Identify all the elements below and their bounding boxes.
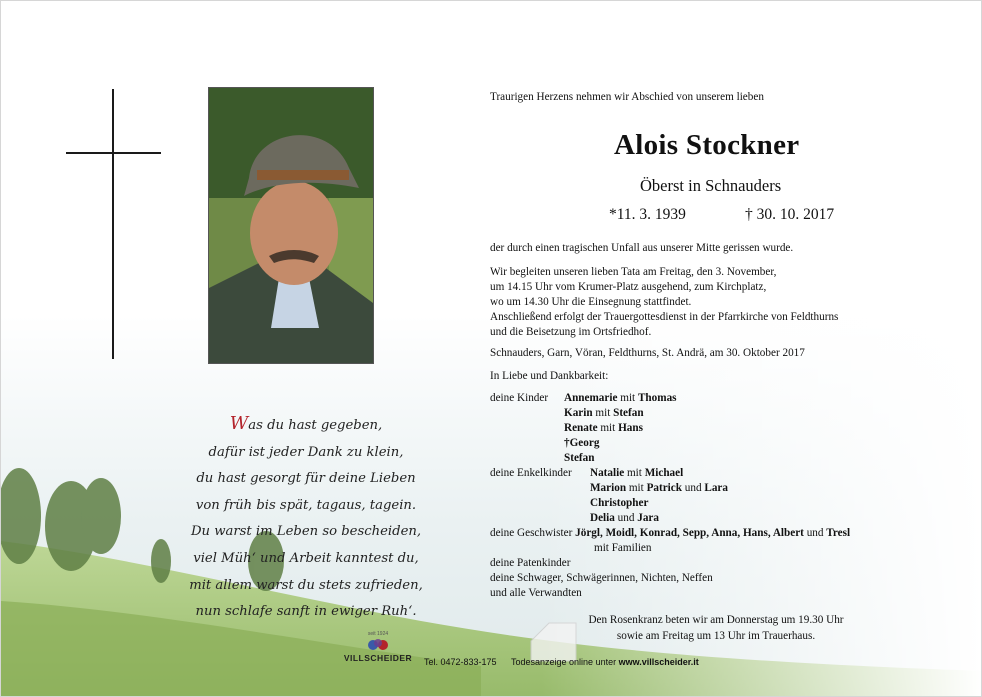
online-notice (511, 657, 699, 667)
mourner-name: Stefan (564, 452, 595, 464)
online-url[interactable]: www.villscheider.it (618, 657, 699, 667)
poem-line: viel Müh‘ und Arbeit kanntest du, (193, 550, 419, 566)
poem-first-line: as du hast gegeben, (248, 418, 383, 433)
birth-date: *11. 3. 1939 (609, 206, 686, 223)
memorial-poem (161, 411, 451, 626)
place-date: Schnauders, Garn, Vöran, Feldthurns, St. Andrä, am 30. Oktober 2017 (490, 347, 805, 359)
geschwister-label: deine Geschwister (490, 527, 573, 539)
funeral-line: Anschließend erfolgt der Trauergottesdienst in der Pfarrkirche von Feldthurns (490, 311, 839, 323)
deceased-name: Alois Stockner (614, 129, 800, 161)
connector: mit (624, 467, 645, 479)
mourner-name: Renate (564, 422, 598, 434)
connector: und (803, 527, 827, 539)
enkel-label: deine Enkelkinder (490, 467, 572, 479)
geschwister-row (490, 526, 850, 540)
logo-since: seit 1924 (367, 631, 389, 637)
kinder-row (564, 451, 594, 465)
portrait-photo (208, 87, 374, 364)
rosenkranz-notice (521, 612, 911, 644)
mourner-name: Stefan (613, 407, 644, 419)
accident-text: der durch einen tragischen Unfall aus unserer Mitte gerissen wurde. (490, 242, 794, 254)
mourner-name: Christopher (590, 497, 649, 509)
connector: und (681, 482, 705, 494)
patenkinder: deine Patenkinder (490, 557, 571, 569)
enkel-row (590, 481, 728, 495)
mourner-name: Thomas (637, 392, 677, 404)
poem-initial: W (229, 413, 249, 434)
enkel-row (590, 496, 648, 510)
poem-line: du hast gesorgt für deine Lieben (196, 471, 416, 487)
mourner-name: Karin (564, 407, 593, 419)
rosenkranz-line: sowie am Freitag um 13 Uhr im Trauerhaus. (616, 630, 816, 642)
mourner-name: Patrick (646, 482, 682, 494)
poem-line: nun schlafe sanft in ewiger Ruh‘. (195, 604, 417, 620)
death-date: † 30. 10. 2017 (745, 206, 835, 223)
kinder-row (564, 406, 644, 420)
kinder-row (564, 391, 677, 405)
deceased-subtitle: Öberst in Schnauders (640, 176, 782, 195)
kinder-label: deine Kinder (490, 392, 549, 404)
kinder-row (564, 436, 599, 450)
cross-horizontal (66, 152, 161, 154)
schwager: deine Schwager, Schwägerinnen, Nichten, Neffen (490, 572, 713, 584)
connector: mit (597, 422, 619, 434)
mourner-name: Jara (637, 512, 659, 524)
logo-emblem-icon (366, 637, 390, 653)
poem-line (161, 411, 451, 440)
verwandten: und alle Verwandten (490, 587, 582, 599)
mourner-name: Annemarie (564, 392, 618, 404)
mourner-name: Hans (618, 422, 643, 434)
funeral-line: und die Beisetzung im Ortsfriedhof. (490, 326, 652, 338)
poem-line: mit allem warst du stets zufrieden, (189, 577, 423, 593)
mourner-name: †Georg (564, 437, 600, 449)
mourner-names: Jörgl, Moidl, Konrad, Sepp, Anna, Hans, Albert (575, 527, 804, 539)
mourner-name: Delia (590, 512, 615, 524)
mourner-name: Natalie (590, 467, 625, 479)
mourner-name: Marion (590, 482, 627, 494)
funeral-line: Wir begleiten unseren lieben Tata am Freitag, den 3. November, (490, 266, 777, 278)
greeting: In Liebe und Dankbarkeit: (490, 370, 609, 382)
connector: mit (592, 407, 614, 419)
cross-vertical (112, 89, 114, 359)
funeral-line: wo um 14.30 Uhr die Einsegnung stattfindet. (490, 296, 692, 308)
connector: mit (617, 392, 638, 404)
geschwister-familien: mit Familien (594, 542, 652, 554)
kinder-row (564, 421, 643, 435)
enkel-row (590, 511, 659, 525)
mourner-name: Lara (704, 482, 728, 494)
phone: Tel. 0472-833-175 (424, 657, 497, 667)
rosenkranz-line: Den Rosenkranz beten wir am Donnerstag um 19.30 Uhr (588, 614, 844, 626)
online-prefix: Todesanzeige online unter (511, 657, 619, 667)
connector: und (614, 512, 638, 524)
funeral-home-logo (339, 631, 417, 671)
poem-line: von früh bis spät, tagaus, tagein. (195, 497, 417, 513)
logo-name: VILLSCHEIDER (343, 653, 413, 663)
mourner-name: Tresl (826, 527, 851, 539)
poem-line: Du warst im Leben so bescheiden, (190, 524, 422, 540)
intro-text: Traurigen Herzens nehmen wir Abschied von unserem lieben (490, 91, 764, 103)
connector: mit (626, 482, 647, 494)
funeral-line: um 14.15 Uhr vom Krumer-Platz ausgehend, zum Kirchplatz, (490, 281, 767, 293)
poem-line: dafür ist jeder Dank zu klein, (208, 444, 404, 460)
mourner-name: Michael (644, 467, 684, 479)
enkel-row (590, 466, 683, 480)
